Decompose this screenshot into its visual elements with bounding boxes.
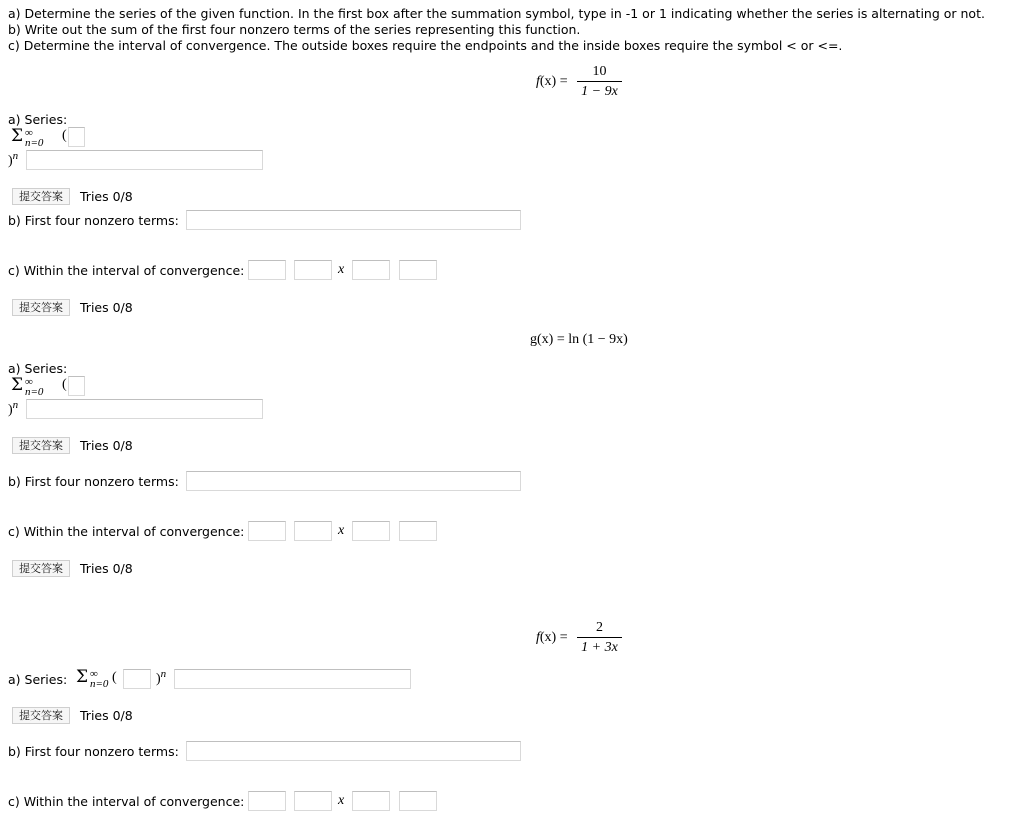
p2-left-symbol-input[interactable] — [294, 521, 332, 541]
p2-series-label: a) Series: — [8, 361, 68, 376]
p1-left-symbol-input[interactable] — [294, 260, 332, 280]
p1-tries-c: Tries 0/8 — [80, 300, 133, 315]
p1-tries-a: Tries 0/8 — [80, 189, 133, 204]
sigma-icon: Σ — [11, 126, 24, 146]
p2-interval-label: c) Within the interval of convergence: — [8, 524, 245, 539]
p1-first-four-label: b) First four nonzero terms: — [8, 213, 179, 228]
p2-series-term-input[interactable] — [26, 399, 263, 419]
numerator: 10 — [577, 64, 622, 82]
p1-submit-button-a[interactable]: 提交答案 — [12, 188, 70, 205]
numerator: 2 — [577, 620, 622, 638]
p3-left-symbol-input[interactable] — [294, 791, 332, 811]
p1-open-paren: ( — [62, 128, 67, 143]
p3-right-symbol-input[interactable] — [352, 791, 390, 811]
p1-interval-x: x — [338, 262, 345, 277]
p1-sum-lower: n=0 — [25, 137, 44, 149]
p1-sign-input[interactable] — [68, 127, 85, 147]
p1-left-endpoint-input[interactable] — [248, 260, 286, 280]
p2-sum-upper: ∞ — [25, 376, 33, 388]
p3-first-four-input[interactable] — [186, 741, 521, 761]
function-name: f — [536, 630, 540, 646]
sigma-icon: Σ — [11, 375, 24, 395]
p1-sum-upper: ∞ — [25, 127, 33, 139]
p3-open-paren: ( — [112, 670, 117, 685]
p1-summation — [11, 126, 23, 146]
p1-close-paren: )$^n$ — [8, 150, 19, 169]
problem-2-function: g(x) = ln (1 − 9x) — [530, 332, 628, 347]
p3-sum-upper: ∞ — [90, 668, 98, 680]
p3-interval-x: x — [338, 793, 345, 808]
function-name: f — [536, 74, 540, 90]
p2-submit-button-a[interactable]: 提交答案 — [12, 437, 70, 454]
p2-interval-x: x — [338, 523, 345, 538]
p3-sign-input[interactable] — [123, 669, 151, 689]
instruction-a: a) Determine the series of the given function. In the first box after the summation symbol, type in -1 or 1 indicating whether the series is alternating or not. — [8, 6, 985, 21]
p2-sum-lower: n=0 — [25, 386, 44, 398]
p3-left-endpoint-input[interactable] — [248, 791, 286, 811]
p3-sum-lower: n=0 — [90, 678, 109, 690]
p2-summation — [11, 375, 23, 395]
p2-close-paren: )$^n$ — [8, 399, 19, 418]
p1-right-symbol-input[interactable] — [352, 260, 390, 280]
function-arg: (x) = — [539, 74, 568, 90]
fraction — [577, 620, 622, 656]
p2-sign-input[interactable] — [68, 376, 85, 396]
denominator: 1 + 3x — [581, 640, 618, 655]
p3-right-endpoint-input[interactable] — [399, 791, 437, 811]
fraction — [577, 64, 622, 100]
p3-close-paren: )$^n$ — [156, 668, 167, 687]
p3-series-label: a) Series: — [8, 672, 68, 687]
p2-tries-c: Tries 0/8 — [80, 561, 133, 576]
sigma-icon: Σ — [76, 667, 89, 687]
p3-first-four-label: b) First four nonzero terms: — [8, 744, 179, 759]
p3-interval-label: c) Within the interval of convergence: — [8, 794, 245, 809]
p1-interval-label: c) Within the interval of convergence: — [8, 263, 245, 278]
p2-first-four-input[interactable] — [186, 471, 521, 491]
p3-submit-button-a[interactable]: 提交答案 — [12, 707, 70, 724]
problem-1-function — [536, 64, 622, 100]
p1-series-label: a) Series: — [8, 112, 68, 127]
p3-series-term-input[interactable] — [174, 669, 411, 689]
p2-left-endpoint-input[interactable] — [248, 521, 286, 541]
p1-first-four-input[interactable] — [186, 210, 521, 230]
p1-submit-button-c[interactable]: 提交答案 — [12, 299, 70, 316]
p3-summation — [76, 667, 88, 687]
p2-open-paren: ( — [62, 377, 67, 392]
p2-submit-button-c[interactable]: 提交答案 — [12, 560, 70, 577]
p2-first-four-label: b) First four nonzero terms: — [8, 474, 179, 489]
problem-3-function — [536, 620, 622, 656]
p1-series-term-input[interactable] — [26, 150, 263, 170]
instructions — [8, 6, 985, 54]
function-arg: (x) = — [539, 630, 568, 646]
p2-right-endpoint-input[interactable] — [399, 521, 437, 541]
instruction-c: c) Determine the interval of convergence. The outside boxes require the endpoints and the inside boxes require the symbol < or <=. — [8, 38, 843, 53]
p3-tries-a: Tries 0/8 — [80, 708, 133, 723]
p1-right-endpoint-input[interactable] — [399, 260, 437, 280]
p2-tries-a: Tries 0/8 — [80, 438, 133, 453]
instruction-b: b) Write out the sum of the first four nonzero terms of the series representing this function. — [8, 22, 581, 37]
p2-right-symbol-input[interactable] — [352, 521, 390, 541]
denominator: 1 − 9x — [581, 84, 618, 99]
